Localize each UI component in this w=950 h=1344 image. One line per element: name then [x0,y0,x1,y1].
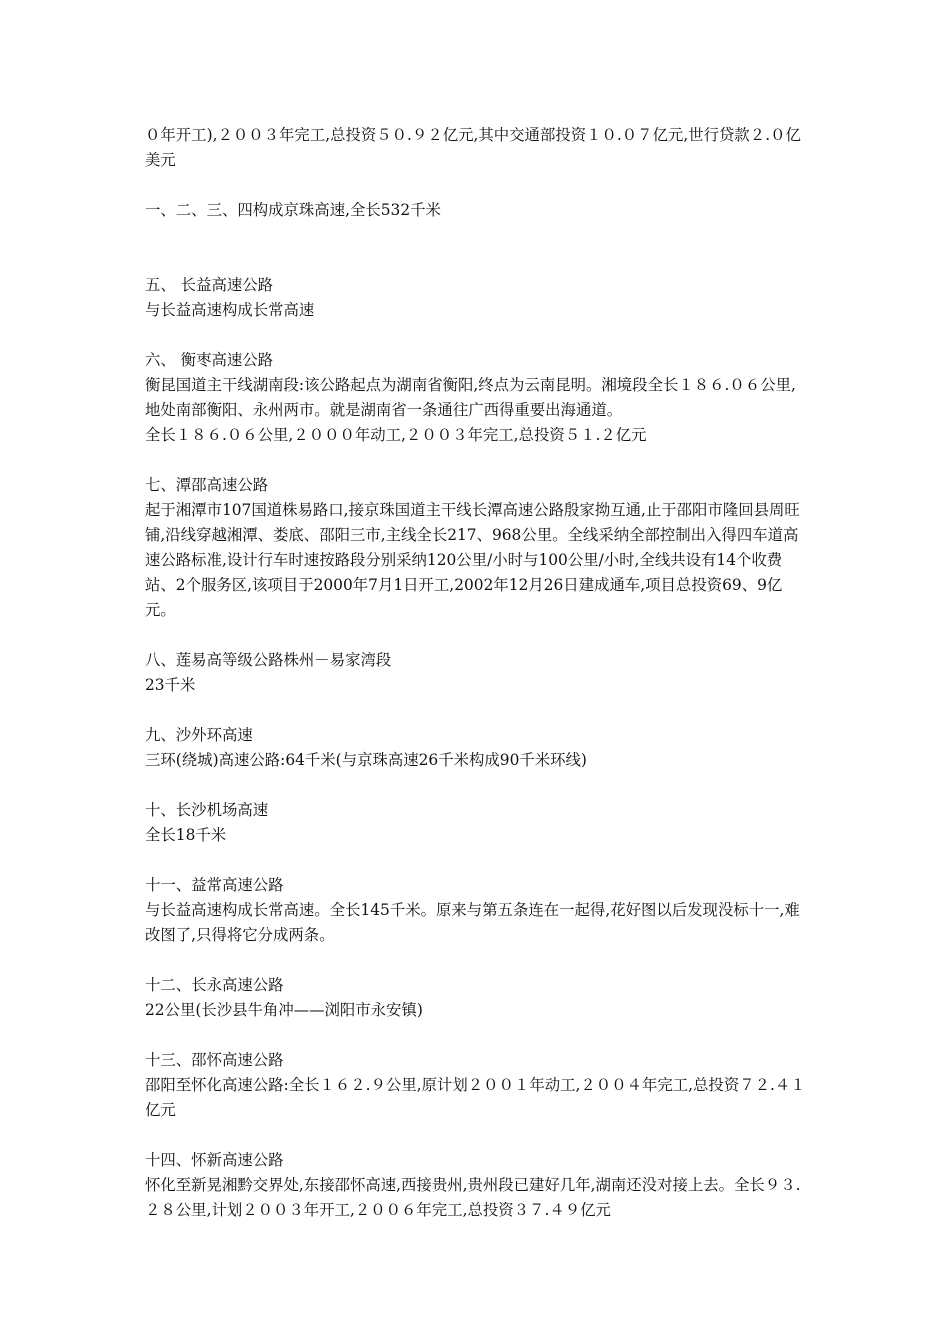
paragraph-text: 衡昆国道主干线湖南段:该公路起点为湖南省衡阳,终点为云南昆明。湘境段全长１８６.０６公里,地处南部衡阳、永州两市。就是湖南省一条通往广西得重要出海通道。 [145,376,796,419]
section-14-huaixin [145,1148,810,1223]
section-9-outer-ring [145,723,810,773]
section-5-changyi [145,273,810,323]
section-heading: 六、 衡枣高速公路 [145,351,274,369]
section-11-yichang [145,873,810,948]
paragraph-text: 与长益高速构成长常高速 [145,301,315,319]
paragraph-text: 全长１８６.０６公里,２０００年动工,２００３年完工,总投资５１.２亿元 [145,426,647,444]
paragraph-text: 起于湘潭市107国道株易路口,接京珠国道主干线长潭高速公路殷家拗互通,止于邵阳市隆回县周旺铺,沿线穿越湘潭、娄底、邵阳三市,主线全长217、968公里。全线采纳全部控制出入得四车道高速公路标准,设计行车时速按路段分别采纳120公里/小时与100公里/小时,全线共设有14个收费站、2个服务区,该项目于2000年7月1日开工,2002年12月26日建成通车,项目总投资69、9亿元。 [145,501,800,619]
document-body [145,123,810,1248]
section-13-shaohuai [145,1048,810,1123]
section-heading: 十二、长永高速公路 [145,976,284,994]
section-summary-jingzhu [145,198,810,223]
paragraph-text: ０年开工),２００３年完工,总投资５０.９２亿元,其中交通部投资１０.０７亿元,世行贷款２.０亿美元 [145,126,801,169]
paragraph-text: 22公里(长沙县牛角冲——浏阳市永安镇) [145,1001,423,1019]
paragraph-text: 三环(绕城)高速公路:64千米(与京珠高速26千米构成90千米环线) [145,751,587,769]
section-6-hengzao [145,348,810,448]
section-10-airport [145,798,810,848]
paragraph-text: 怀化至新晃湘黔交界处,东接邵怀高速,西接贵州,贵州段已建好几年,湖南还没对接上去。全长９３.２８公里,计划２００３年开工,２００６年完工,总投资３７.４９亿元 [145,1176,801,1219]
paragraph-text: 23千米 [145,676,196,694]
section-heading: 五、 长益高速公路 [145,276,274,294]
paragraph-text: 邵阳至怀化高速公路:全长１６２.９公里,原计划２００１年动工,２００４年完工,总投资７２.４１亿元 [145,1076,806,1119]
section-continuation [145,123,810,173]
section-heading: 十三、邵怀高速公路 [145,1051,284,1069]
section-heading: 十一、益常高速公路 [145,876,284,894]
paragraph-text: 与长益高速构成长常高速。全长145千米。原来与第五条连在一起得,花好图以后发现没标十一,难改图了,只得将它分成两条。 [145,901,800,944]
section-heading: 九、沙外环高速 [145,726,253,744]
paragraph-text: 全长18千米 [145,826,227,844]
section-heading: 十四、怀新高速公路 [145,1151,284,1169]
paragraph-text: 一、二、三、四构成京珠高速,全长532千米 [145,201,441,219]
section-12-changyong [145,973,810,1023]
section-heading: 七、潭邵高速公路 [145,476,269,494]
section-7-tanshao [145,473,810,623]
section-8-lianyi [145,648,810,698]
section-heading: 十、长沙机场高速 [145,801,269,819]
section-heading: 八、莲易高等级公路株州－易家湾段 [145,651,392,669]
